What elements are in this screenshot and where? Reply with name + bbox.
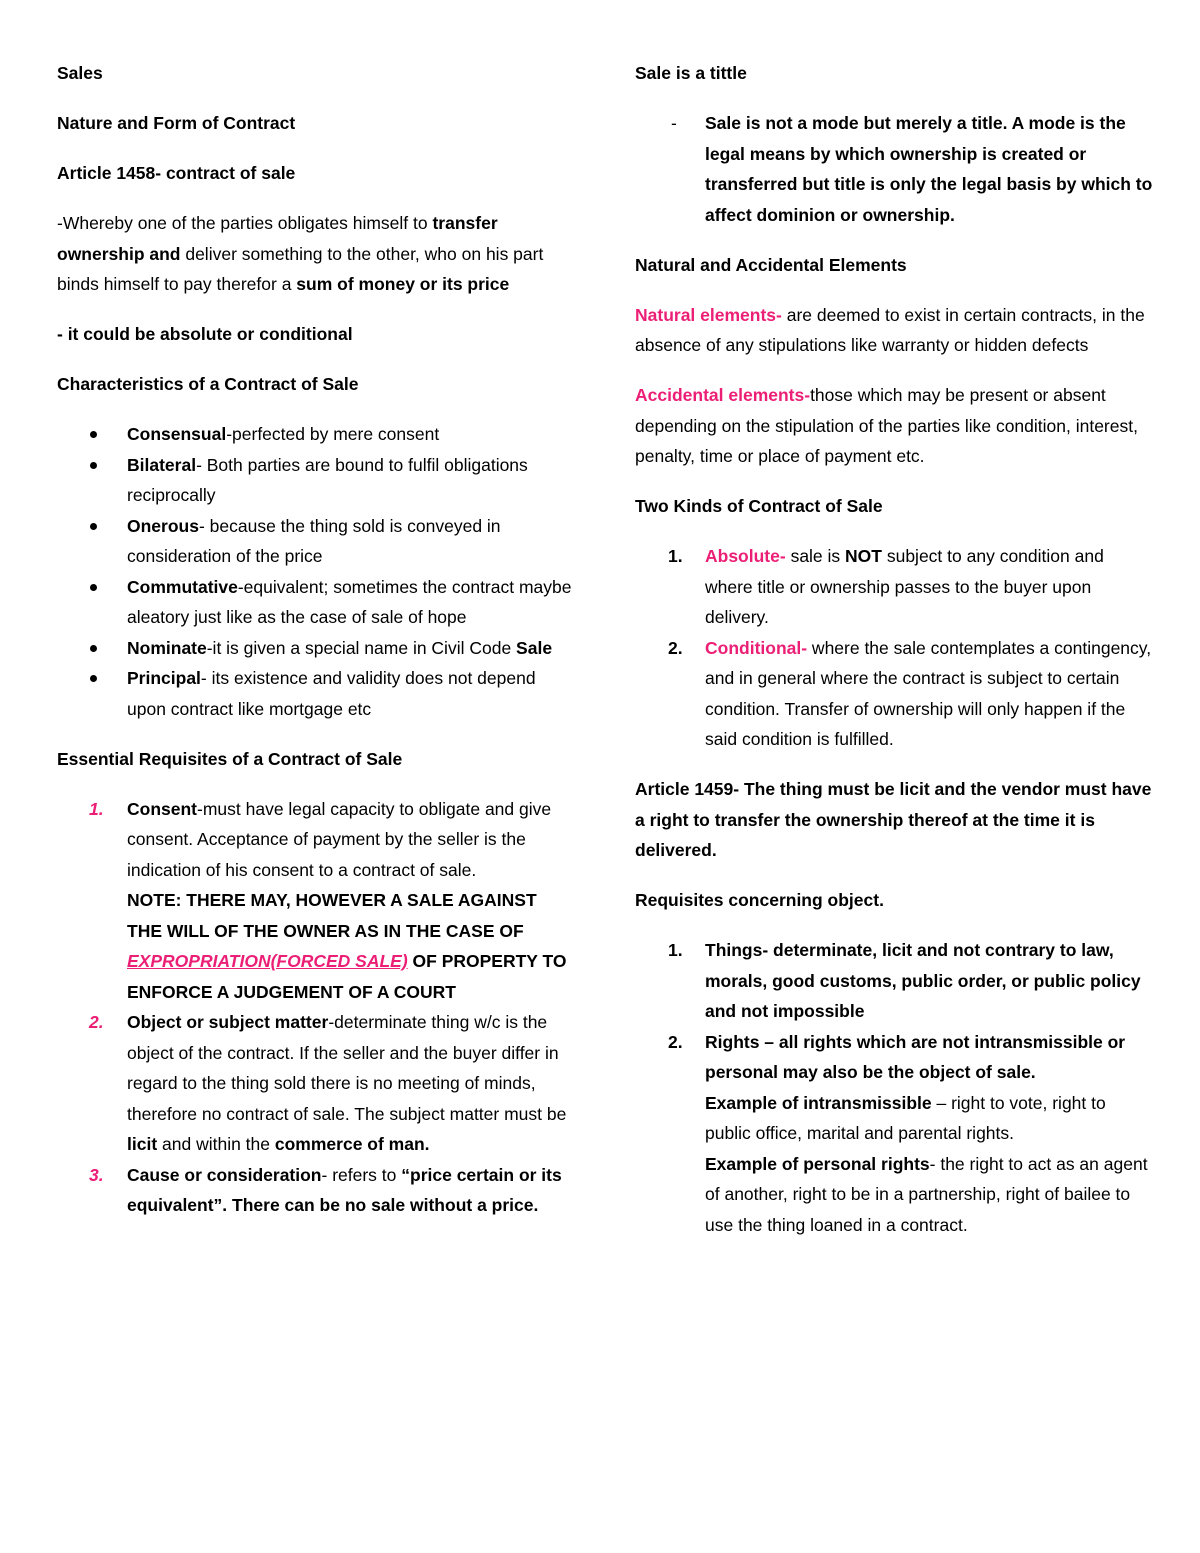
list-item: 2. Rights – all rights which are not intransmissible or personal may also be the object of sale. Example of intransmissible – right to vote, right to public office, marital and parental rights. Example of personal rights- the right to act as an agent of another, right to be in a partnership, right of bailee to use the thing loaned in a contract. [668, 1031, 1148, 1235]
bullet-icon [90, 584, 97, 591]
list-item: 1. Consent-must have legal capacity to obligate and give consent. Acceptance of payment by the seller is the indication of his consent to a contract of sale. NOTE: THERE MAY, HOWEVER A SALE AGAINST THE WILL OF THE OWNER AS IN THE CASE OF EXPROPRIATION(FORCED SALE) OF PROPERTY TO ENFORCE A JUDGEMENT OF A COURT [89, 798, 567, 1002]
list-item: Principal- its existence and validity does not depend upon contract like mortgage etc [57, 663, 572, 724]
left-column [57, 58, 572, 1240]
characteristics-heading: Characteristics of a Contract of Sale [57, 374, 359, 394]
list-item: 2. Conditional- where the sale contemplates a contingency, and in general where the contract is subject to certain condition. Transfer of ownership will only happen if the said condition is fulfilled. [668, 637, 1152, 749]
list-item: Consensual-perfected by mere consent [57, 419, 572, 450]
absolute-conditional-line: - it could be absolute or conditional [57, 324, 353, 344]
definition-paragraph: -Whereby one of the parties obligates himself to transfer ownership and deliver something to the other, who on his part binds himself to pay therefor a sum of money or its price [57, 213, 544, 294]
sale-title-heading: Sale is a tittle [635, 63, 747, 83]
list-item: - Sale is not a mode but merely a title. A mode is the legal means by which ownership is created or transferred but title is only the legal basis by which to affect dominion or ownership. [671, 113, 1153, 225]
bullet-icon [90, 431, 97, 438]
doc-title: Sales [57, 63, 103, 83]
requisites-list [57, 794, 572, 1221]
article-1459-paragraph: Article 1459- The thing must be licit and the vendor must have a right to transfer the ownership thereof at the time it is delivered. [635, 779, 1152, 860]
bullet-icon [90, 675, 97, 682]
list-item: Onerous- because the thing sold is conveyed in consideration of the price [57, 511, 572, 572]
kinds-heading: Two Kinds of Contract of Sale [635, 496, 883, 516]
elements-heading: Natural and Accidental Elements [635, 254, 907, 275]
accidental-elements-paragraph: Accidental elements-those which may be present or absent depending on the stipulation of the parties like condition, interest, penalty, time or place of payment etc. [635, 385, 1138, 466]
section-heading-nature: Nature and Form of Contract [57, 113, 296, 133]
object-heading: Requisites concerning object. [635, 890, 884, 910]
kinds-list [635, 541, 1155, 755]
list-item: 3. Cause or consideration- refers to “price certain or its equivalent”. There can be no sale without a price. [89, 1164, 562, 1215]
objects-list [635, 935, 1155, 1240]
list-item: Nominate-it is given a special name in Civil Code Sale [57, 633, 572, 664]
list-item: 2. Object or subject matter-determinate thing w/c is the object of the contract. If the seller and the buyer differ in regard to the thing sold there is no meeting of minds, therefore no contract of sale. The subject matter must be licit and within the commerce of man. [89, 1012, 567, 1154]
natural-elements-paragraph: Natural elements- are deemed to exist in certain contracts, in the absence of any stipulations like warranty or hidden defects [635, 304, 1145, 355]
right-column [635, 58, 1155, 1260]
requisites-heading: Essential Requisites of a Contract of Sale [57, 748, 403, 769]
list-item: Commutative-equivalent; sometimes the contract maybe aleatory just like as the case of sale of hope [57, 572, 572, 633]
expropriation-term: EXPROPRIATION(FORCED SALE) [127, 951, 408, 971]
bullet-icon [90, 462, 97, 469]
list-item: 1. Absolute- sale is NOT subject to any condition and where title or ownership passes to the buyer upon delivery. [668, 546, 1104, 627]
list-item: 1. Things- determinate, licit and not contrary to law, morals, good customs, public order, or public policy and not impossible [668, 940, 1141, 1021]
bullet-icon [90, 645, 97, 652]
bullet-icon [90, 523, 97, 530]
characteristics-list [57, 419, 572, 724]
list-item: Bilateral- Both parties are bound to fulfil obligations reciprocally [57, 450, 572, 511]
article-1458-heading: Article 1458- contract of sale [57, 163, 296, 183]
